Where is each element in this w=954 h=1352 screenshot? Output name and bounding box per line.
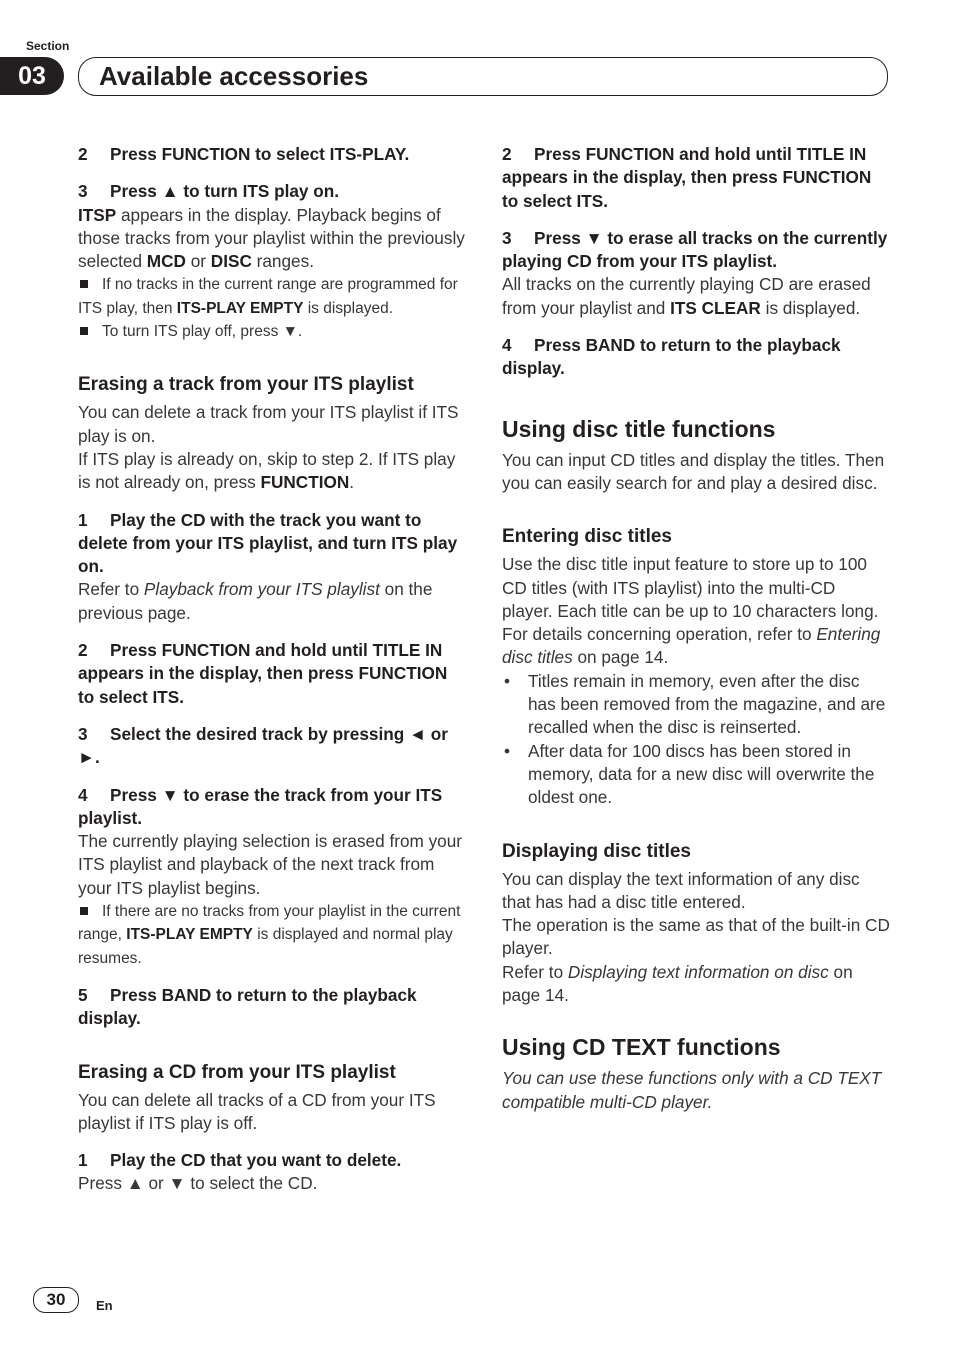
section-number-badge: 03 xyxy=(0,57,64,95)
button-term: FUNCTION xyxy=(260,472,350,493)
bullet-item: • Titles remain in memory, even after the disc has been removed from the magazine, and are recalled when the disc is reinserted. xyxy=(502,670,890,740)
language-label: En xyxy=(96,1298,113,1313)
text-run: ranges. xyxy=(251,251,314,272)
step-heading xyxy=(78,784,466,831)
step-number: 5 xyxy=(78,984,88,1005)
text-run: . xyxy=(349,472,355,493)
step-number: 3 xyxy=(502,227,512,248)
step-number: 1 xyxy=(78,509,88,530)
text-run: To turn ITS play off, press ▼. xyxy=(102,323,303,341)
display-term: ITSP xyxy=(78,204,117,225)
step-text: Press ▲ to turn ITS play on. xyxy=(110,181,340,202)
body-paragraph: Press ▲ or ▼ to select the CD. xyxy=(78,1173,318,1194)
body-paragraph: You can delete all tracks of a CD from your ITS playlist if ITS play is off. xyxy=(78,1089,436,1133)
section-label: Section xyxy=(26,39,70,53)
display-term: MCD xyxy=(146,251,186,272)
step-number: 3 xyxy=(78,723,88,744)
display-term: ITS-PLAY EMPTY xyxy=(176,299,304,317)
page-title: Available accessories xyxy=(99,61,369,91)
body-paragraph: The operation is the same as that of the built-in CD player. xyxy=(502,915,890,959)
step-heading xyxy=(502,227,890,274)
step-number: 3 xyxy=(78,181,88,202)
page-number: 30 xyxy=(33,1287,79,1313)
body-paragraph xyxy=(502,273,890,320)
step-heading xyxy=(78,723,466,770)
display-term: ITS CLEAR xyxy=(670,297,761,318)
body-paragraph: You can input CD titles and display the titles. Then you can easily search for and play a desired disc. xyxy=(502,449,885,493)
step-text: Play the CD with the track you want to delete from your ITS playlist, and turn ITS play on. xyxy=(78,509,458,577)
text-run: is displayed. xyxy=(303,299,394,317)
header-bar xyxy=(78,57,888,96)
body-paragraph: You can use these functions only with a CD TEXT compatible multi-CD player. xyxy=(502,1068,882,1112)
text-run: or xyxy=(185,251,211,272)
left-column xyxy=(78,143,466,1196)
step-number: 2 xyxy=(502,144,512,164)
cross-reference: Displaying text information on disc xyxy=(567,961,829,982)
step-heading xyxy=(502,143,890,213)
text-run: If there are no tracks from your playlist in the current range, xyxy=(78,903,461,944)
subsection-heading: Erasing a track from your ITS playlist xyxy=(78,374,414,396)
body-paragraph xyxy=(502,623,890,670)
text-run: on the previous page. xyxy=(78,579,433,623)
step-text: Press FUNCTION and hold until TITLE IN appears in the display, then press FUNCTION to select ITS. xyxy=(502,144,872,211)
step-text: Select the desired track by pressing ◄ or ►. xyxy=(78,723,448,768)
cross-reference: Playback from your ITS playlist xyxy=(143,579,380,600)
step-text: Press FUNCTION to select ITS-PLAY. xyxy=(110,144,410,164)
body-paragraph xyxy=(502,961,890,1008)
text-run: appears in the display. Playback begins of those tracks from your playlist within the previously selected xyxy=(78,204,465,272)
step-heading xyxy=(502,334,890,381)
text-run: If ITS play is already on, skip to step 2. If ITS play is not already on, press xyxy=(78,448,456,493)
body-paragraph xyxy=(78,204,466,274)
step-heading xyxy=(78,180,466,203)
note-square-icon xyxy=(80,327,88,335)
text-run: Refer to xyxy=(502,961,568,982)
text-run: is displayed. xyxy=(760,297,861,318)
section-heading: Using disc title functions xyxy=(502,415,776,442)
body-paragraph xyxy=(78,578,466,625)
step-heading xyxy=(78,639,466,709)
note-square-icon xyxy=(80,907,88,915)
step-number: 4 xyxy=(78,784,88,805)
step-number: 2 xyxy=(78,640,88,661)
text-run: All tracks on the currently playing CD are erased from your playlist and xyxy=(502,274,871,318)
step-heading xyxy=(78,984,466,1031)
step-heading xyxy=(78,1149,466,1172)
subsection-heading: Entering disc titles xyxy=(502,526,672,548)
note-square-icon xyxy=(80,280,88,288)
body-paragraph: The currently playing selection is erased from your ITS playlist and playback of the next track from your ITS playlist begins. xyxy=(78,831,463,898)
step-text: Press FUNCTION and hold until TITLE IN appears in the display, then press FUNCTION to select ITS. xyxy=(78,640,448,707)
body-paragraph: You can display the text information of any disc that has had a disc title entered. xyxy=(502,868,860,912)
text-run: For details concerning operation, refer to xyxy=(502,624,817,645)
step-heading xyxy=(78,509,466,579)
note-item xyxy=(78,900,466,970)
subsection-heading: Displaying disc titles xyxy=(502,840,691,862)
display-term: DISC xyxy=(210,251,252,272)
text-run: If no tracks in the current range are programmed for ITS play, then xyxy=(78,276,458,317)
step-number: 1 xyxy=(78,1150,88,1171)
step-text: Play the CD that you want to delete. xyxy=(110,1150,402,1171)
text-run: Refer to xyxy=(78,579,144,600)
text-run: is displayed and normal play resumes. xyxy=(78,926,453,967)
step-text: Press BAND to return to the playback display. xyxy=(78,984,417,1029)
text-run: on page 14. xyxy=(502,961,853,1006)
step-heading xyxy=(78,143,466,166)
right-column xyxy=(502,143,890,1114)
step-text: Press ▼ to erase the track from your ITS playlist. xyxy=(78,784,443,828)
note-item xyxy=(78,320,466,343)
step-text: Press BAND to return to the playback display. xyxy=(502,335,841,379)
body-paragraph xyxy=(78,448,466,495)
body-paragraph: You can delete a track from your ITS playlist if ITS play is on. xyxy=(78,402,459,446)
subsection-heading: Erasing a CD from your ITS playlist xyxy=(78,1061,396,1083)
section-heading: Using CD TEXT functions xyxy=(502,1034,781,1061)
note-item xyxy=(78,273,466,320)
cross-reference: Entering disc titles xyxy=(502,624,881,668)
bullet-item: • After data for 100 discs has been stored in memory, data for a new disc will overwrite the oldest one. xyxy=(502,740,890,810)
text-run: on page 14. xyxy=(572,647,669,668)
step-number: 4 xyxy=(502,335,512,356)
step-text: Press ▼ to erase all tracks on the currently playing CD from your ITS playlist. xyxy=(502,227,888,272)
body-paragraph: Use the disc title input feature to store up to 100 CD titles (with ITS playlist) into the multi-CD player. Each title can be up to 10 characters long. xyxy=(502,554,879,621)
step-number: 2 xyxy=(78,144,88,164)
display-term: ITS-PLAY EMPTY xyxy=(126,926,253,944)
